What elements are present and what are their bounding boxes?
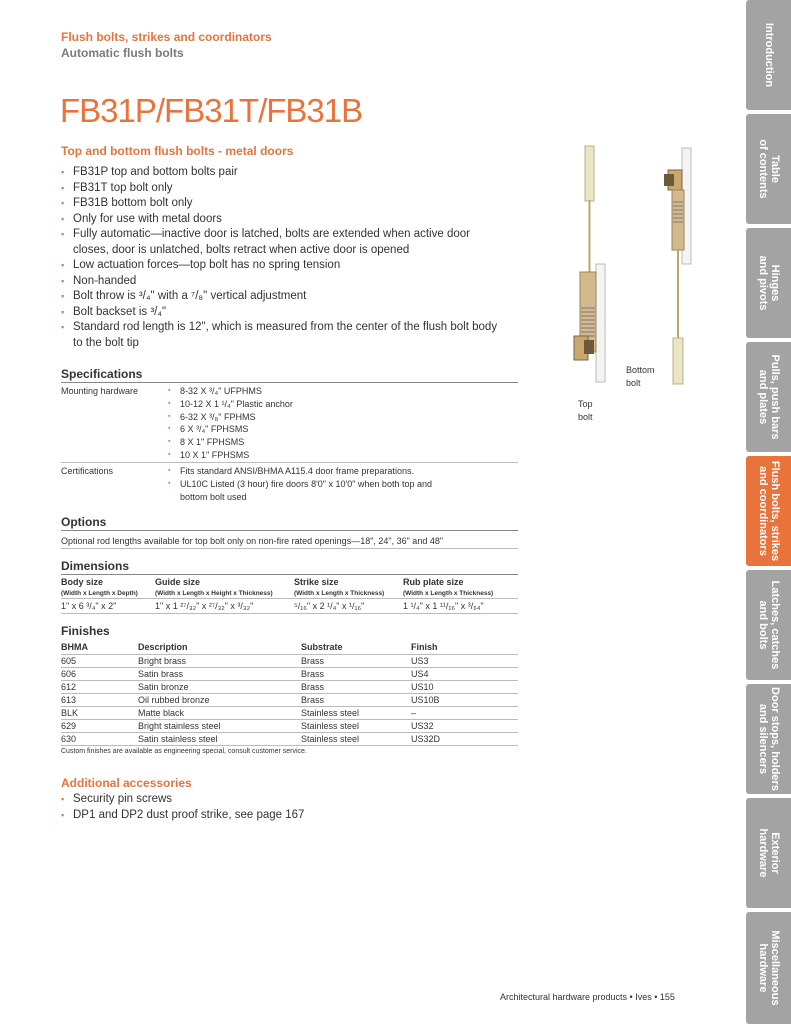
finish-cell: US32D: [411, 734, 441, 744]
divider: [61, 693, 518, 694]
dim-value: 1" x 6 ³/₄" x 2": [61, 601, 117, 611]
accessories-heading: Additional accessories: [61, 776, 192, 790]
feature-item: ▪ FB31P top and bottom bolts pair: [61, 165, 501, 181]
finish-cell: US10B: [411, 695, 440, 705]
tab-label: Door stops, holders and silencers: [756, 687, 781, 791]
divider: [61, 598, 518, 599]
spec-item: ▪ 10 X 1" FPHSMS: [168, 449, 293, 462]
dim-col-subheader: (Width x Length x Depth): [61, 590, 138, 597]
flush-bolt-illustration: [560, 140, 730, 400]
mounting-hardware-label: Mounting hardware: [61, 386, 139, 396]
finish-col-header: Finish: [411, 642, 438, 652]
options-text: Optional rod lengths available for top bolt only on non-fire rated openings—18", 24", 36" and 48": [61, 536, 444, 546]
spec-item: ▪ 8 X 1" FPHSMS: [168, 436, 293, 449]
dim-value: ⁵/₁₆" x 2 ¹/₄" x ¹/₁₆": [294, 601, 365, 611]
tab-label: Introduction: [762, 22, 775, 88]
divider: [61, 667, 518, 668]
feature-item: ▪ Bolt throw is ³/₄" with a ⁷/₈" vertical adjustment: [61, 289, 501, 305]
feature-item: ▪ Fully automatic—inactive door is latched, bolts are extended when active door closes, door is unlatched, bolts retract when active door is opened: [61, 227, 501, 258]
finish-cell: BLK: [61, 708, 79, 718]
finish-cell: US32: [411, 721, 434, 731]
mounting-hardware-list: [168, 385, 293, 462]
options-heading: Options: [61, 515, 518, 531]
finish-cell: Bright stainless steel: [138, 721, 221, 731]
accessories-list: [61, 792, 304, 823]
finish-cell: Brass: [301, 669, 325, 679]
finish-cell: Satin stainless steel: [138, 734, 218, 744]
tab-flush-bolts[interactable]: [746, 456, 791, 566]
tab-hinges-and-pivots[interactable]: [746, 228, 791, 338]
feature-item: ▪ Non-handed: [61, 274, 501, 290]
finish-cell: Brass: [301, 682, 325, 692]
accessory-item: ▪ DP1 and DP2 dust proof strike, see page 167: [61, 808, 304, 824]
feature-item: ▪ FB31T top bolt only: [61, 181, 501, 197]
divider: [61, 654, 518, 655]
certifications-label: Certifications: [61, 466, 114, 476]
tab-table-of-contents[interactable]: [746, 114, 791, 224]
top-bolt-image: [574, 146, 605, 382]
spec-item: ▪ 10-12 X 1 ¹/₄" Plastic anchor: [168, 398, 293, 411]
finish-cell: 613: [61, 695, 77, 705]
divider: [61, 613, 518, 614]
spec-item: ▪ 8-32 X ³/₄" UFPHMS: [168, 385, 293, 398]
finish-cell: Matte black: [138, 708, 185, 718]
finish-cell: US3: [411, 656, 429, 666]
feature-list: [61, 165, 501, 351]
dim-value: 1 ¹/₄" x 1 ¹¹/₁₆" x ³/₆₄": [403, 601, 484, 611]
finish-cell: 612: [61, 682, 77, 692]
tab-exterior-hardware[interactable]: [746, 798, 791, 908]
finish-cell: US10: [411, 682, 434, 692]
tab-label: Pulls, push bars and plates: [756, 354, 781, 440]
feature-item: ▪ Low actuation forces—top bolt has no spring tension: [61, 258, 501, 274]
dimensions-heading: Dimensions: [61, 559, 518, 575]
spec-item: ▪ 6-32 X ³/₈" FPHMS: [168, 411, 293, 424]
top-bolt-label: Top bolt: [578, 399, 593, 422]
finish-col-header: BHMA: [61, 642, 88, 652]
category-breadcrumb: Flush bolts, strikes and coordinators: [61, 30, 272, 44]
divider: [61, 706, 518, 707]
tab-latches-catches[interactable]: [746, 570, 791, 680]
tab-label: Hinges and pivots: [756, 255, 781, 311]
product-subtitle: Top and bottom flush bolts - metal doors: [61, 144, 294, 158]
bottom-bolt-label: Bottom bolt: [626, 365, 655, 388]
specifications-heading: Specifications: [61, 367, 518, 383]
dim-value: 1" x 1 ²⁷/₃₂" x ²⁷/₃₂" x ³/₃₂": [155, 601, 254, 611]
tab-door-stops[interactable]: [746, 684, 791, 794]
dim-col-subheader: (Width x Length x Height x Thickness): [155, 590, 273, 597]
tab-introduction[interactable]: [746, 0, 791, 110]
divider: [61, 745, 518, 746]
accessory-item: ▪ Security pin screws: [61, 792, 304, 808]
finish-cell: Brass: [301, 695, 325, 705]
dim-col-header: Guide size: [155, 577, 201, 587]
finish-cell: 629: [61, 721, 77, 731]
divider: [61, 719, 518, 720]
tab-label: Flush bolts, strikes and coordinators: [756, 460, 781, 562]
spec-item: ▪ 6 X ³/₄" FPHSMS: [168, 423, 293, 436]
finish-cell: Stainless steel: [301, 721, 360, 731]
dim-col-header: Body size: [61, 577, 104, 587]
finish-cell: Oil rubbed bronze: [138, 695, 210, 705]
certifications-list: [168, 465, 458, 503]
finish-cell: –: [411, 708, 417, 718]
finish-col-header: Description: [138, 642, 188, 652]
dim-col-header: Strike size: [294, 577, 339, 587]
finish-cell: Stainless steel: [301, 708, 360, 718]
finish-col-header: Substrate: [301, 642, 343, 652]
dim-col-header: Rub plate size: [403, 577, 464, 587]
finishes-heading: Finishes: [61, 624, 110, 638]
finish-cell: Bright brass: [138, 656, 187, 666]
finish-cell: US4: [411, 669, 429, 679]
finish-cell: Stainless steel: [301, 734, 360, 744]
finishes-note: Custom finishes are available as engineering special, consult customer service.: [61, 748, 307, 755]
tab-label: Miscellaneous hardware: [756, 930, 781, 1006]
divider: [61, 680, 518, 681]
finish-cell: 630: [61, 734, 77, 744]
tab-miscellaneous-hardware[interactable]: [746, 912, 791, 1024]
tab-label: Latches, catches and bolts: [756, 580, 781, 670]
tab-label: Table of contents: [756, 139, 781, 199]
spec-item: ▪ Fits standard ANSI/BHMA A115.4 door frame preparations.: [168, 465, 458, 478]
divider: [61, 462, 518, 463]
page-title: FB31P/FB31T/FB31B: [60, 92, 363, 129]
finish-cell: Satin brass: [138, 669, 184, 679]
divider: [61, 548, 518, 549]
tab-pulls-push-bars[interactable]: [746, 342, 791, 452]
subcategory-breadcrumb: Automatic flush bolts: [61, 46, 184, 60]
finish-cell: Brass: [301, 656, 325, 666]
bottom-bolt-image: [664, 148, 691, 384]
divider: [61, 732, 518, 733]
spec-item: ▪ UL10C Listed (3 hour) fire doors 8'0" x 10'0" when both top and bottom bolt used: [168, 478, 458, 504]
feature-item: ▪ Bolt backset is ³/₄": [61, 305, 501, 321]
page-footer: Architectural hardware products • Ives • 155: [500, 992, 675, 1002]
dim-col-subheader: (Width x Length x Thickness): [403, 590, 494, 597]
feature-item: ▪ FB31B bottom bolt only: [61, 196, 501, 212]
dim-col-subheader: (Width x Length x Thickness): [294, 590, 385, 597]
tab-label: Exterior hardware: [756, 828, 781, 878]
finish-cell: 606: [61, 669, 77, 679]
feature-item: ▪ Standard rod length is 12", which is measured from the center of the flush bolt body to the bolt tip: [61, 320, 501, 351]
finish-cell: 605: [61, 656, 77, 666]
finish-cell: Satin bronze: [138, 682, 189, 692]
feature-item: ▪ Only for use with metal doors: [61, 212, 501, 228]
